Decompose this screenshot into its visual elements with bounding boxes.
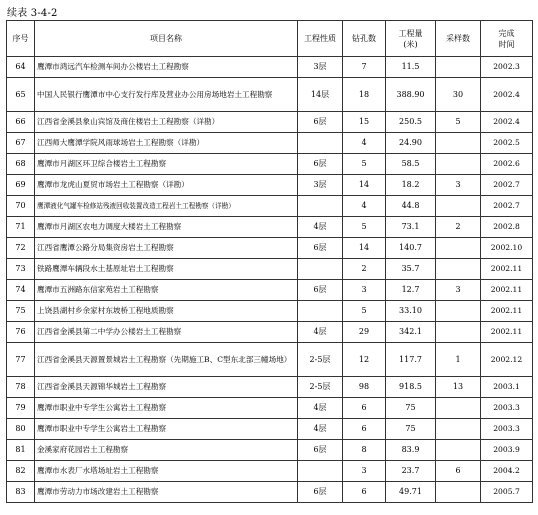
header-name: 项目名称 (35, 21, 298, 57)
cell-project-name: 铁路鹰潭车辆段水土基原址岩土工程勘察 (35, 259, 298, 280)
cell-date: 2002.6 (481, 154, 533, 175)
table-row (7, 398, 533, 419)
cell-no: 72 (7, 238, 35, 259)
cell-quantity: 44.8 (386, 196, 436, 217)
table-row (7, 343, 533, 377)
cell-nature: 4层 (298, 322, 343, 343)
header-qty (386, 21, 436, 57)
cell-no: 74 (7, 280, 35, 301)
cell-holes: 5 (343, 217, 386, 238)
cell-project-name: 鹰潭市龙虎山夏贸市场岩土工程勘察（详勘） (35, 175, 298, 196)
cell-project-name: 鹰潭市职业中专学生公寓岩土工程勘察 (35, 419, 298, 440)
cell-holes: 5 (343, 154, 386, 175)
cell-quantity: 33.10 (386, 301, 436, 322)
cell-holes: 3 (343, 461, 386, 482)
cell-nature: 6层 (298, 112, 343, 133)
table-row (7, 238, 533, 259)
cell-samples (436, 154, 481, 175)
cell-date: 2002.12 (481, 343, 533, 377)
cell-holes: 12 (343, 343, 386, 377)
cell-date: 2004.2 (481, 461, 533, 482)
cell-quantity: 35.7 (386, 259, 436, 280)
table-row (7, 57, 533, 78)
cell-samples: 5 (436, 112, 481, 133)
cell-no: 66 (7, 112, 35, 133)
header-date-line2: 时间 (498, 39, 515, 49)
project-table (6, 20, 533, 503)
cell-quantity: 83.9 (386, 440, 436, 461)
cell-project-name: 江西师大鹰潭学院风雨球场岩土工程勘察（详勘） (35, 133, 298, 154)
cell-quantity: 75 (386, 398, 436, 419)
cell-date: 2003.3 (481, 419, 533, 440)
header-no: 序号 (7, 21, 35, 57)
cell-samples (436, 57, 481, 78)
cell-nature: 14层 (298, 78, 343, 112)
cell-samples (436, 133, 481, 154)
cell-samples: 2 (436, 217, 481, 238)
cell-samples: 3 (436, 280, 481, 301)
cell-no: 83 (7, 482, 35, 503)
cell-date: 2003.9 (481, 440, 533, 461)
cell-holes: 5 (343, 301, 386, 322)
cell-project-name: 鹰潭市五洲路东信家苑岩土工程勘察 (35, 280, 298, 301)
cell-project-name: 鹰潭市鸿远汽车检测车间办公楼岩土工程勘察 (35, 57, 298, 78)
cell-holes: 98 (343, 377, 386, 398)
cell-nature: 3层 (298, 57, 343, 78)
header-qty-line1: 工程量 (398, 28, 423, 38)
cell-holes: 14 (343, 238, 386, 259)
cell-quantity: 250.5 (386, 112, 436, 133)
table-row (7, 322, 533, 343)
cell-holes: 4 (343, 133, 386, 154)
cell-nature: 4层 (298, 398, 343, 419)
cell-quantity: 11.5 (386, 57, 436, 78)
cell-quantity: 58.5 (386, 154, 436, 175)
cell-nature (298, 461, 343, 482)
header-qty-line2: (米) (403, 39, 418, 49)
cell-project-name: 鹰潭液化气罐车检修站残液回收装置改造工程岩土工程勘察（详勘） (35, 196, 298, 217)
cell-samples (436, 398, 481, 419)
table-row (7, 377, 533, 398)
cell-no: 71 (7, 217, 35, 238)
table-row (7, 175, 533, 196)
cell-quantity: 24.90 (386, 133, 436, 154)
cell-project-name: 江西省金溪县天源置景城岩土工程勘察（先期施工B、C型东北部三幢场地） (35, 343, 298, 377)
table-row (7, 301, 533, 322)
cell-date: 2002.3 (481, 57, 533, 78)
cell-holes: 4 (343, 196, 386, 217)
cell-quantity: 117.7 (386, 343, 436, 377)
cell-holes: 14 (343, 175, 386, 196)
cell-samples (436, 322, 481, 343)
header-date-line1: 完成 (498, 28, 515, 38)
cell-nature: 2-5层 (298, 343, 343, 377)
table-row (7, 419, 533, 440)
cell-date: 2002.7 (481, 175, 533, 196)
cell-nature: 6层 (298, 238, 343, 259)
cell-samples (436, 482, 481, 503)
cell-samples (436, 419, 481, 440)
cell-date: 2003.3 (481, 398, 533, 419)
cell-date: 2002.10 (481, 238, 533, 259)
cell-date: 2002.4 (481, 112, 533, 133)
cell-nature: 4层 (298, 419, 343, 440)
cell-nature: 4层 (298, 217, 343, 238)
cell-holes: 8 (343, 440, 386, 461)
table-row (7, 112, 533, 133)
cell-samples (436, 196, 481, 217)
cell-date: 2002.7 (481, 196, 533, 217)
cell-nature: 6层 (298, 280, 343, 301)
table-row (7, 461, 533, 482)
cell-nature (298, 133, 343, 154)
cell-no: 64 (7, 57, 35, 78)
cell-quantity: 12.7 (386, 280, 436, 301)
header-holes: 钻孔数 (343, 21, 386, 57)
cell-quantity: 342.1 (386, 322, 436, 343)
cell-quantity: 49.71 (386, 482, 436, 503)
cell-date: 2002.8 (481, 217, 533, 238)
cell-holes: 6 (343, 398, 386, 419)
table-row (7, 259, 533, 280)
cell-date: 2005.7 (481, 482, 533, 503)
cell-no: 68 (7, 154, 35, 175)
cell-project-name: 鹰潭市月湖区农电力调度大楼岩土工程勘察 (35, 217, 298, 238)
cell-project-name: 鹰潭市劳动力市场改建岩土工程勘察 (35, 482, 298, 503)
cell-samples (436, 259, 481, 280)
header-samples: 采样数 (436, 21, 481, 57)
cell-holes: 6 (343, 482, 386, 503)
cell-samples: 6 (436, 461, 481, 482)
cell-nature: 6层 (298, 154, 343, 175)
cell-project-name: 鹰潭市水表厂水塔场址岩土工程勘察 (35, 461, 298, 482)
cell-project-name: 江西省鹰潭公路分局集资房岩土工程勘察 (35, 238, 298, 259)
cell-quantity: 18.2 (386, 175, 436, 196)
cell-holes: 15 (343, 112, 386, 133)
cell-project-name: 鹰潭市月湖区环卫综合楼岩土工程勘察 (35, 154, 298, 175)
header-date (481, 21, 533, 57)
cell-nature (298, 301, 343, 322)
cell-quantity: 140.7 (386, 238, 436, 259)
cell-date: 2002.11 (481, 259, 533, 280)
cell-holes: 7 (343, 57, 386, 78)
cell-holes: 6 (343, 419, 386, 440)
cell-quantity: 918.5 (386, 377, 436, 398)
cell-date: 2002.11 (481, 301, 533, 322)
cell-project-name: 鹰潭市职业中专学生公寓岩土工程勘察 (35, 398, 298, 419)
cell-quantity: 388.90 (386, 78, 436, 112)
table-row (7, 78, 533, 112)
cell-nature (298, 196, 343, 217)
cell-date: 2002.4 (481, 78, 533, 112)
cell-project-name: 金溪家府花园岩土工程勘察 (35, 440, 298, 461)
cell-holes: 29 (343, 322, 386, 343)
cell-project-name: 上饶县湖村乡余家村东坡桥工程地质勘察 (35, 301, 298, 322)
header-nature: 工程性质 (298, 21, 343, 57)
table-row (7, 280, 533, 301)
cell-samples: 1 (436, 343, 481, 377)
cell-no: 69 (7, 175, 35, 196)
cell-nature (298, 259, 343, 280)
cell-nature: 6层 (298, 440, 343, 461)
cell-quantity: 73.1 (386, 217, 436, 238)
cell-date: 2002.11 (481, 322, 533, 343)
table-caption: 续表 3-4-2 (7, 8, 58, 19)
cell-nature: 6层 (298, 482, 343, 503)
table-header-row (7, 21, 533, 57)
cell-no: 75 (7, 301, 35, 322)
table-row (7, 482, 533, 503)
cell-project-name: 江西省金溪县天源锦华城岩土工程勘察 (35, 377, 298, 398)
cell-nature: 2-5层 (298, 377, 343, 398)
cell-date: 2002.11 (481, 280, 533, 301)
table-row (7, 154, 533, 175)
cell-no: 73 (7, 259, 35, 280)
cell-no: 76 (7, 322, 35, 343)
cell-project-name: 中国人民银行鹰潭市中心支行发行库及营业办公用房场地岩土工程勘察 (35, 78, 298, 112)
cell-quantity: 75 (386, 419, 436, 440)
cell-holes: 2 (343, 259, 386, 280)
cell-holes: 18 (343, 78, 386, 112)
cell-no: 77 (7, 343, 35, 377)
cell-samples: 3 (436, 175, 481, 196)
table-row (7, 133, 533, 154)
table-row (7, 196, 533, 217)
cell-no: 65 (7, 78, 35, 112)
cell-no: 81 (7, 440, 35, 461)
cell-samples (436, 238, 481, 259)
table-row (7, 217, 533, 238)
cell-no: 78 (7, 377, 35, 398)
cell-nature: 3层 (298, 175, 343, 196)
cell-date: 2002.5 (481, 133, 533, 154)
cell-no: 70 (7, 196, 35, 217)
cell-samples (436, 301, 481, 322)
cell-quantity: 23.7 (386, 461, 436, 482)
table-row (7, 440, 533, 461)
cell-no: 67 (7, 133, 35, 154)
cell-samples: 30 (436, 78, 481, 112)
cell-project-name: 江西省金溪县第二中学办公楼岩土工程勘察 (35, 322, 298, 343)
cell-holes: 3 (343, 280, 386, 301)
cell-no: 80 (7, 419, 35, 440)
cell-samples (436, 440, 481, 461)
cell-date: 2003.1 (481, 377, 533, 398)
cell-project-name: 江西省金溪县象山宾馆及商住楼岩土工程勘察（详勘） (35, 112, 298, 133)
cell-no: 79 (7, 398, 35, 419)
cell-samples: 13 (436, 377, 481, 398)
cell-no: 82 (7, 461, 35, 482)
